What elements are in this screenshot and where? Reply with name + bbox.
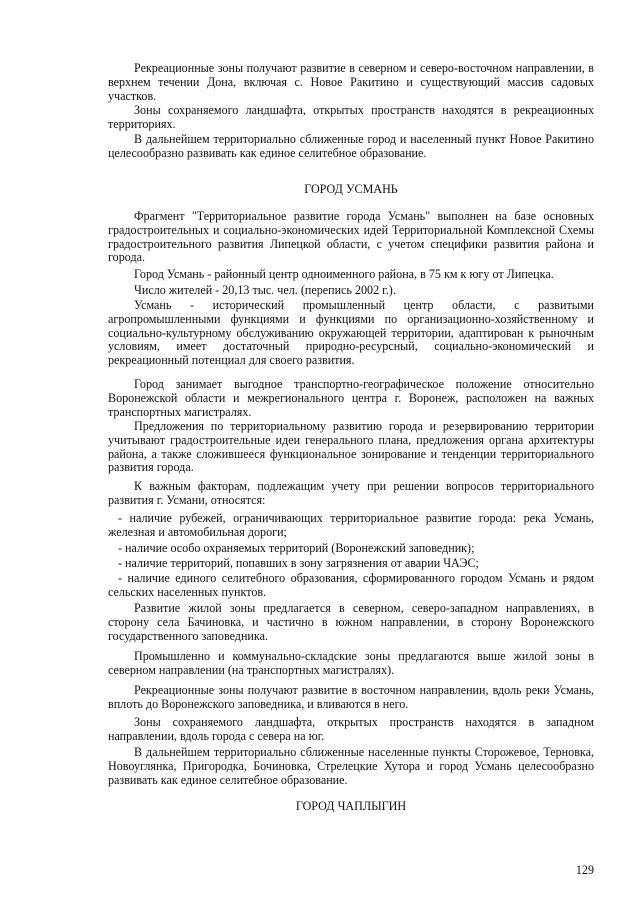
paragraph: Зоны сохраняемого ландшафта, открытых пространств находятся в западном направлении, вдоль города с севера на юг. (108, 715, 594, 743)
list-item: - наличие рубежей, ограничивающих территориальное развитие города: река Усмань, железная и автомобильная дороги; (108, 511, 594, 539)
paragraph: Предложения по территориальному развитию города и резервированию территории учитывают градостроительные идеи генерального плана, предложения органа архитектуры района, а также сложившееся функциональное зонирование и тенденции территориального развития города. (108, 419, 594, 475)
paragraph: Промышленно и коммунально-складские зоны предлагаются выше жилой зоны в северном направлении (на транспортных магистралях). (108, 649, 594, 677)
list-item: - наличие территорий, попавших в зону загрязнения от аварии ЧАЭС; (118, 556, 479, 570)
paragraph: Город занимает выгодное транспортно-географическое положение относительно Воронежской области и межрегионального центра г. Воронеж, расположен на важных транспортных магистралях. (108, 377, 594, 419)
paragraph: Усмань - исторический промышленный центр области, с развитыми агропромышленными функциями и функциями по организационно-хозяйственному и социально-культурному обслуживанию окружающей территории, адаптирован к рыночным условиям, имеет достаточный природно-ресурсный, социально-экономический и рекреационный потенциал для своего развития. (108, 298, 594, 368)
page-number: 129 (575, 863, 594, 877)
paragraph: Число жителей - 20,13 тыс. чел. (перепись 2002 г.). (134, 283, 396, 297)
list-item: - наличие единого селитебного образования, сформированного городом Усмань и рядом сельских населенных пунктов. (108, 571, 594, 599)
list-item: - наличие особо охраняемых территорий (Воронежский заповедник); (118, 541, 475, 555)
paragraph: В дальнейшем территориально сближенные населенные пункты Сторожевое, Терновка, Новоуглянка, Пригородка, Бочиновка, Стрелецкие Хутора и город Усмань целесообразно развивать как единое селитебное образование. (108, 745, 594, 787)
paragraph: К важным факторам, подлежащим учету при решении вопросов территориального развития г. Усмани, относятся: (108, 479, 594, 507)
paragraph: Развитие жилой зоны предлагается в северном, северо-западном направлениях, в сторону села Бачиновка, и частично в южном направлении, в сторону Воронежского государственного заповедника. (108, 601, 594, 643)
section-heading: ГОРОД УСМАНЬ (304, 182, 398, 196)
paragraph: Фрагмент "Территориальное развитие города Усмань" выполнен на базе основных градостроительных и социально-экономических идей Территориальной Комплексной Схемы градостроительного развития Липецкой области, с учетом специфики развития района и города. (108, 209, 594, 265)
paragraph: Рекреационные зоны получают развитие в восточном направлении, вдоль реки Усмань, вплоть до Воронежского заповедника, и вливаются в него. (108, 683, 594, 711)
section-heading: ГОРОД ЧАПЛЫГИН (295, 799, 407, 813)
paragraph: Город Усмань - районный центр одноименного района, в 75 км к югу от Липецка. (134, 267, 554, 281)
paragraph: Рекреационные зоны получают развитие в северном и северо-восточном направлении, в верхнем течении Дона, включая с. Новое Ракитино и существующий массив садовых участков. (108, 61, 594, 103)
paragraph: В дальнейшем территориально сближенные город и населенный пункт Новое Ракитино целесообразно развивать как единое селитебное образование. (108, 132, 594, 160)
paragraph: Зоны сохраняемого ландшафта, открытых пространств находятся в рекреационных территориях. (108, 103, 594, 131)
